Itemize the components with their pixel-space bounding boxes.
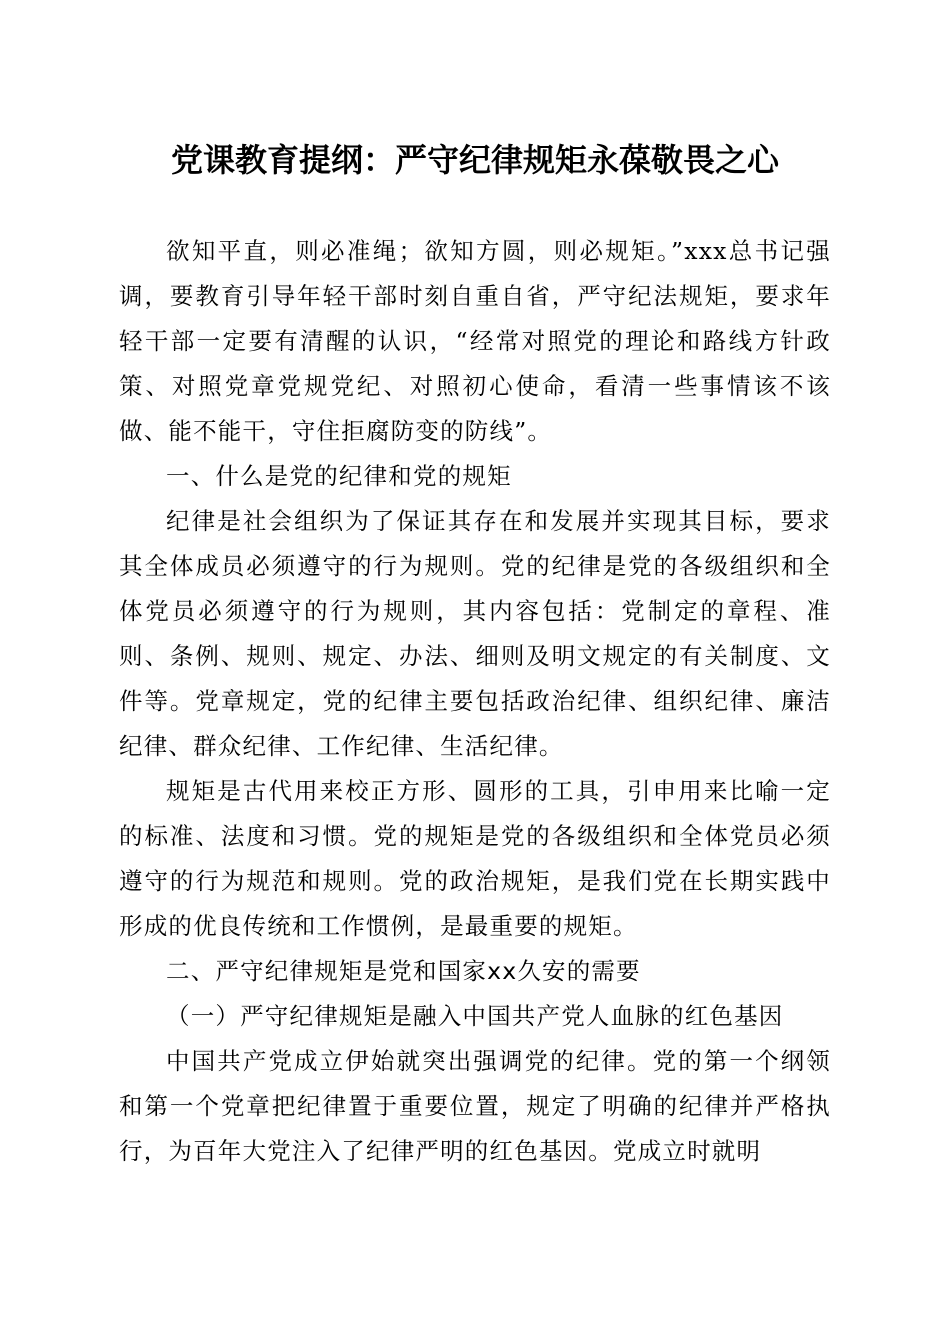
section-heading-2: 二、严守纪律规矩是党和国家xx久安的需要: [166, 957, 641, 985]
discipline-paragraph: 纪律是社会组织为了保证其存在和发展并实现其目标，要求其全体成员必须遵守的行为规则。党的纪律是党的各级组织和全体党员必须遵守的行为规则，其内容包括：党制定的章程、准则、条例、规则、规定、办法、细则及明文规定的有关制度、文件等。党章规定，党的纪律主要包括政治纪律、组织纪律、廉洁纪律、群众纪律、工作纪律、生活纪律。: [119, 507, 831, 760]
subsection-heading-1: （一）严守纪律规矩是融入中国共产党人血脉的红色基因: [166, 1002, 784, 1030]
section-heading-1: 一、什么是党的纪律和党的规矩: [166, 462, 512, 490]
document-title: 党课教育提纲：严守纪律规矩永葆敬畏之心: [170, 141, 779, 179]
intro-paragraph: 欲知平直，则必准绳；欲知方圆，则必规矩。”xxx总书记强调，要教育引导年轻干部时刻自重自省，严守纪法规矩，要求年轻干部一定要有清醒的认识，“经常对照党的理论和路线方针政策、对照党章党规党纪、对照初心使命，看清一些事情该不该做、能不能干，守住拒腐防变的防线”。: [119, 237, 831, 445]
history-paragraph: 中国共产党成立伊始就突出强调党的纪律。党的第一个纲领和第一个党章把纪律置于重要位置，规定了明确的纪律并严格执行，为百年大党注入了纪律严明的红色基因。党成立时就明: [119, 1047, 831, 1165]
rules-paragraph: 规矩是古代用来校正方形、圆形的工具，引申用来比喻一定的标准、法度和习惯。党的规矩是党的各级组织和全体党员必须遵守的行为规范和规则。党的政治规矩，是我们党在长期实践中形成的优良传统和工作惯例，是最重要的规矩。: [119, 777, 831, 940]
document-body: [119, 229, 831, 1174]
